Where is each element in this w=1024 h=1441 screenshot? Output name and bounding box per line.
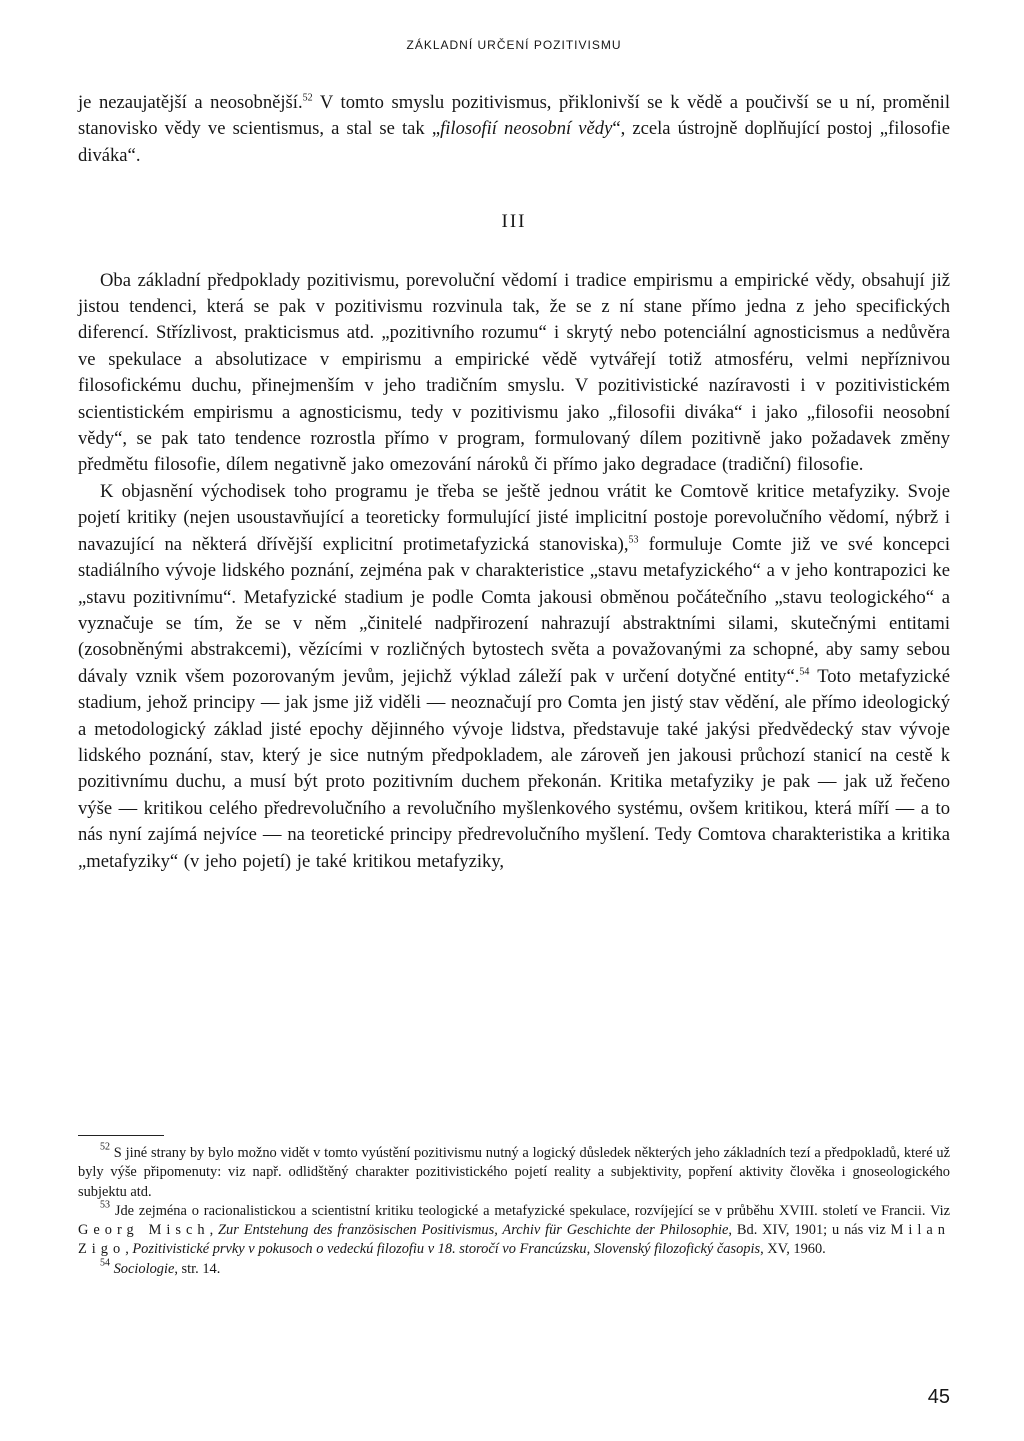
book-page	[78, 0, 950, 1441]
footnote-separator	[78, 1135, 164, 1136]
work-title: Sociologie	[113, 1260, 175, 1277]
work-title: Pozitivistické prvky v pokusoch o vedeckú filozofiu v 18. storočí vo Francúzsku, Slovenský filozofický časopis	[132, 1241, 761, 1258]
emphasis-text: filosofií neosobní vědy	[440, 118, 613, 140]
text-segment: Toto metafyzické stadium, jehož principy — jak jsme již viděli — neoznačují pro Comta jen jistý stav vědění, ale přímo ideologický a metodologický základ jisté epochy dějinného vývoje lidstva, představuje také jakýsi předvědecký stav vývoje lidského poznání, stav, který je sice nutným předpokladem, ale zároveň jen jakousi průchozí stanicí na cestě k pozitivnímu duchu, a musí být proto pozitivním duchem překonán. Kritika metafyziky je pak — jak už řečeno výše — kritikou celého předrevolučního a revolučního myšlenkového systému, ovšem kritikou, která míří — a to nás nyní zajímá nejvíce — na teoretické principy předrevolučního myšlení. Tedy Comtova charakteristika a kritika „metafyziky“ (v jeho pojetí) je také kritikou metafyziky,	[78, 665, 950, 872]
page-number: 45	[927, 1386, 950, 1408]
text-segment: je nezaujatější a neosobnější.	[78, 92, 303, 113]
footnote-number: 53	[100, 1199, 110, 1211]
footnote-ref-54[interactable]: 54	[799, 666, 810, 678]
text-segment: K objasnění východisek toho programu je třeba se ještě jednou vrátit ke Comtově kritice metafyziky. Svoje pojetí kritiky (nejen usoustavňující a teoreticky formulující jisté implicitní postoje porevolučního vědomí, nýbrž i navazující na některá dřívější explicitní protimetafyzická stanoviska),	[78, 480, 950, 555]
section-heading: III	[501, 211, 527, 233]
footnote-number: 54	[100, 1257, 110, 1269]
text-segment: “, zcela ústrojně doplňující postoj „filosofie diváka“.	[78, 118, 950, 166]
footnote-text: ,	[125, 1241, 133, 1258]
body-text	[78, 90, 950, 875]
footnote-text: , str. 14.	[174, 1260, 221, 1277]
footnote-text: Jde zejména o racionalistickou a scientistní kritiku teologické a metafyzické spekulace, rozvíjející se v průběhu XVIII. století ve Francii. Viz	[110, 1202, 950, 1219]
footnote-text: , XV, 1960.	[760, 1241, 826, 1258]
footnote-text: ,	[209, 1222, 219, 1239]
footnote-number: 52	[100, 1141, 110, 1153]
work-title: Zur Entstehung des französischen Positivismus, Archiv für Geschichte der Philosophie	[218, 1222, 729, 1239]
author-name: Georg Misch	[78, 1222, 210, 1239]
footnote-54	[78, 1257, 950, 1279]
footnotes	[78, 1141, 950, 1279]
paragraph	[78, 479, 950, 875]
footnote-text: S jiné strany by bylo možno vidět v tomto vyústění pozitivismu nutný a logický důsledek některých jeho základních tezí a předpokladů, které už byly výše připomenuty: viz např. odlidštěný charakter pozitivistického pojetí reality a subjektivity, popření aktivity člověka i gnoseologického subjektu atd.	[78, 1145, 950, 1200]
footnote-ref-53[interactable]: 53	[628, 534, 639, 546]
footnote-53	[78, 1199, 950, 1260]
footnote-ref-52[interactable]: 52	[302, 92, 313, 104]
paragraph-continued	[78, 90, 950, 169]
footnote-52	[78, 1141, 950, 1202]
paragraph: Oba základní předpoklady pozitivismu, porevoluční vědomí i tradice empirismu a empirické vědy, obsahují již jistou tendenci, která se pak v pozitivismu rozvinula tak, že se z ní stane přímo jedna z jeho specifických diferencí. Střízlivost, prakticismus atd. „pozitivního rozumu“ i skrytý nebo potenciální agnosticismus a nedůvěra ve spekulace a absolutizace v empirismu a empirické vědě vytvářejí totiž atmosféru, velmi nepříznivou filosofickému duchu, přinejmenším v jeho tradičním smyslu. V pozitivistické nazíravosti i v pozitivistickém scientistickém empirismu a agnosticismu, tedy v pozitivismu jako „filosofii diváka“ i jako „filosofii neosobní vědy“, se pak tato tendence rozrostla přímo v program, formulovaný dílem pozitivně jako požadavek změny předmětu filosofie, dílem negativně jako omezování nároků či přímo jako degradace (tradiční) filosofie.	[78, 269, 950, 476]
footnote-text: , Bd. XIV, 1901; u nás viz	[728, 1222, 891, 1239]
text-segment: formuluje Comte již ve své koncepci stadiálního vývoje lidského poznání, zejména pak v charakteristice „stavu metafyzického“ a v jeho kontrapozici ke „stavu pozitivnímu“. Metafyzické stadium je podle Comta jakousi obměnou počátečního „stavu teologického“ a vyznačuje se tím, že se v něm „činitelé nadpřirození nahrazují abstraktními silami, skutečnými entitami (zosobněnými abstrakcemi), vězícími v rozličných bytostech světa a považovanými za schopné, aby samy sebou dávaly vznik všem pozorovaným jevům, jejichž výklad záleží pak v určení dotyčné entity“.	[78, 533, 950, 687]
author-name: Milan Zigo	[78, 1222, 950, 1258]
running-head: ZÁKLADNÍ URČENÍ POZITIVISMU	[406, 38, 622, 52]
text-segment: V tomto smyslu pozitivismus, přiklonivší se k vědě a poučivší se u ní, proměnil stanovisko vědy ve scientismus, a stal se tak „	[78, 92, 950, 140]
